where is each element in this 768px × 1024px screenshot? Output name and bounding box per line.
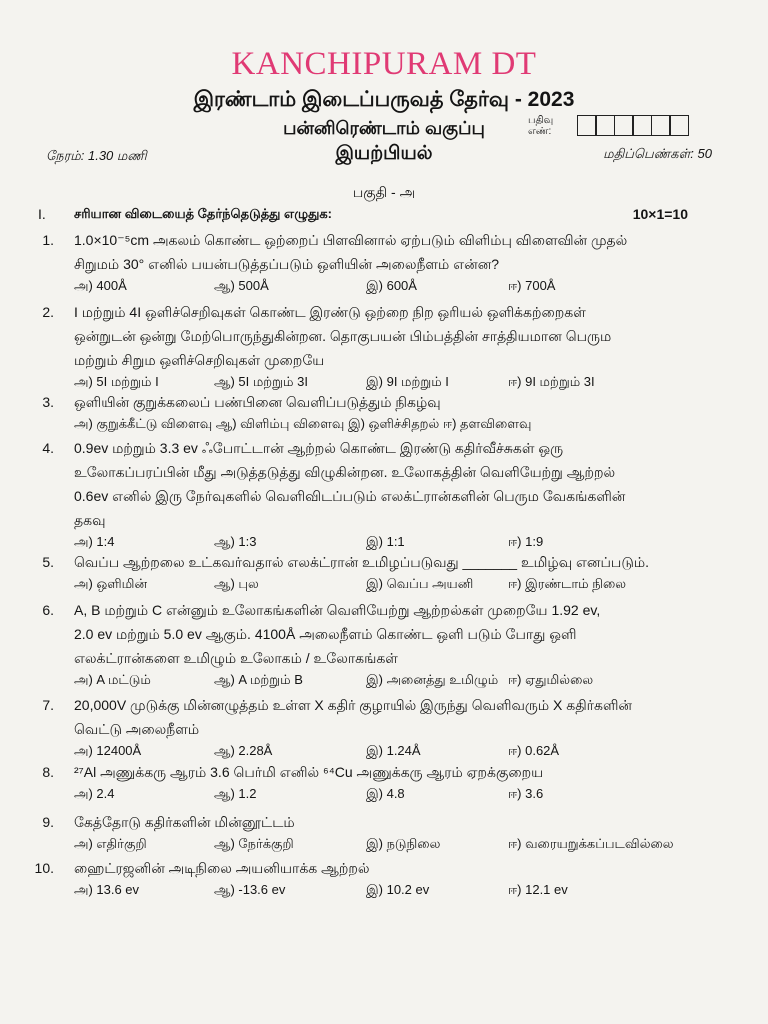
section-title: பகுதி - அ: [352, 184, 416, 200]
district-title: KANCHIPURAM DT: [231, 46, 537, 82]
section-marks: 10×1=10: [632, 206, 688, 222]
question-number: 9.: [42, 814, 54, 830]
question-number: 7.: [42, 697, 54, 713]
answer-option: அ) 12400Å: [74, 743, 142, 758]
question-number: 1.: [42, 232, 54, 248]
question-number: 5.: [42, 554, 54, 570]
answer-option: ஆ) 1.2: [214, 786, 257, 801]
question-text-line: ஒளியின் குறுக்கலைப் பண்பினை வெளிப்படுத்தும் நிகழ்வு: [74, 394, 441, 410]
total-marks-label: மதிப்பெண்கள்: 50: [603, 146, 712, 161]
question-text-line: 2.0 ev மற்றும் 5.0 ev ஆகும். 4100Å அலைநீளம் கொண்ட ஒளி படும் போது ஒளி: [74, 626, 577, 642]
answer-option: ஈ) 1:9: [508, 534, 544, 549]
question-number: 10.: [34, 860, 54, 876]
answer-option: இ) 600Å: [366, 278, 417, 293]
answer-option: ஈ) இரண்டாம் நிலை: [508, 576, 627, 591]
register-label-line1: பதிவு: [528, 115, 554, 126]
instruction-number: I.: [38, 206, 46, 222]
answer-option: அ) A மட்டும்: [74, 672, 151, 687]
register-number-label: [528, 115, 570, 137]
answer-option: இ) 1:1: [366, 534, 405, 549]
register-number-boxes[interactable]: [578, 115, 689, 136]
answer-option: ஈ) 3.6: [508, 786, 544, 801]
question-text-line: மற்றும் சிறும ஒளிச்செறிவுகள் முறையே: [74, 352, 325, 368]
answer-option: இ) 1.24Å: [366, 743, 421, 758]
answer-option: ஈ) 0.62Å: [508, 743, 560, 758]
register-box[interactable]: [651, 115, 671, 136]
register-box[interactable]: [595, 115, 615, 136]
question-text-line: சிறுமம் 30° எனில் பயன்படுத்தப்படும் ஒளியின் அலைநீளம் என்ன?: [74, 256, 500, 272]
question-text-line: வெப்ப ஆற்றலை உட்கவர்வதால் எலக்ட்ரான் உமிழப்படுவது _______ உமிழ்வு எனப்படும்.: [74, 554, 649, 570]
question-text-line: தகவு: [74, 512, 106, 528]
question-number: 3.: [42, 394, 54, 410]
answer-option: ஆ) 500Å: [214, 278, 269, 293]
answer-option: ஈ) 700Å: [508, 278, 556, 293]
question-text-line: ஒன்றுடன் ஒன்று மேற்பொருந்துகின்றன. தொகுபயன் பிம்பத்தின் சாத்தியமான பெரும: [74, 328, 612, 344]
answer-option: ஈ) வரையறுக்கப்படவில்லை: [508, 836, 674, 851]
answer-option: இ) 9I மற்றும் I: [366, 374, 449, 389]
class-label: பன்னிரெண்டாம் வகுப்பு: [283, 118, 485, 138]
answer-option: ஆ) 1:3: [214, 534, 257, 549]
answer-option: அ) 2.4: [74, 786, 115, 801]
answer-option: இ) அனைத்து உமிழும்: [366, 672, 499, 687]
time-label: நேரம்: 1.30 மணி: [46, 148, 147, 163]
answer-option: அ) 13.6 ev: [74, 882, 140, 897]
register-box[interactable]: [632, 115, 652, 136]
answer-option: அ) எதிர்குறி: [74, 836, 147, 851]
subject-label: இயற்பியல்: [335, 143, 433, 164]
answer-option: இ) 10.2 ev: [366, 882, 430, 897]
question-text-line: ஹைட்ரஜனின் அடிநிலை அயனியாக்க ஆற்றல்: [74, 860, 370, 876]
question-number: 2.: [42, 304, 54, 320]
answer-option: ஈ) ஏதுமில்லை: [508, 672, 594, 687]
answer-option: அ) ஒளிமின்: [74, 576, 148, 591]
question-text-line: 1.0×10⁻⁵cm அகலம் கொண்ட ஒற்றைப் பிளவினால் ஏற்படும் விளிம்பு விளைவின் முதல்: [74, 232, 628, 248]
answer-option: ஈ) 9I மற்றும் 3I: [508, 374, 595, 389]
question-text-line: கேத்தோடு கதிர்களின் மின்னூட்டம்: [74, 814, 295, 830]
answer-option: அ) 1:4: [74, 534, 115, 549]
question-text-line: ²⁷Al அணுக்கரு ஆரம் 3.6 பெர்மி எனில் ⁶⁴Cu அணுக்கரு ஆரம் ஏறக்குறைய: [74, 764, 544, 780]
question-text-line: I மற்றும் 4I ஒளிச்செறிவுகள் கொண்ட இரண்டு ஒற்றை நிற ஒரியல் ஒளிக்கற்றைகள்: [74, 304, 586, 320]
question-number: 4.: [42, 440, 54, 456]
question-number: 6.: [42, 602, 54, 618]
answer-option: ஆ) -13.6 ev: [214, 882, 286, 897]
answer-option: அ) 400Å: [74, 278, 127, 293]
question-text-line: A, B மற்றும் C என்னும் உலோகங்களின் வெளியேற்று ஆற்றல்கள் முறையே 1.92 ev,: [74, 602, 601, 618]
exam-title: இரண்டாம் இடைப்பருவத் தேர்வு - 2023: [193, 88, 575, 111]
question-text-line: 0.9ev மற்றும் 3.3 ev ஃபோட்டான் ஆற்றல் கொண்ட இரண்டு கதிர்வீச்சுகள் ஒரு: [74, 440, 564, 456]
answer-option: ஈ) 12.1 ev: [508, 882, 568, 897]
question-text-line: 0.6ev எனில் இரு நேர்வுகளில் வெளிவிடப்படும் எலக்ட்ரான்களின் பெரும வேகங்களின்: [74, 488, 626, 504]
answer-option: இ) 4.8: [366, 786, 405, 801]
answer-option: அ) குறுக்கீட்டு விளைவு ஆ) விளிம்பு விளைவு இ) ஒளிச்சிதறல் ஈ) தளவிளைவு: [74, 416, 532, 431]
instruction-text: சரியான விடையைத் தேர்ந்தெடுத்து எழுதுக:: [74, 206, 333, 221]
register-box[interactable]: [669, 115, 689, 136]
answer-option: ஆ) புல: [214, 576, 259, 591]
answer-option: இ) வெப்ப அயனி: [366, 576, 474, 591]
register-box[interactable]: [577, 115, 597, 136]
question-text-line: எலக்ட்ரான்களை உமிழும் உலோகம் / உலோகங்கள்: [74, 650, 398, 666]
answer-option: ஆ) நேர்க்குறி: [214, 836, 294, 851]
answer-option: ஆ) 2.28Å: [214, 743, 273, 758]
register-box[interactable]: [614, 115, 634, 136]
answer-option: அ) 5I மற்றும் I: [74, 374, 159, 389]
question-text-line: 20,000V முடுக்கு மின்னழுத்தம் உள்ள X கதிர் குழாயில் இருந்து வெளிவரும் X கதிர்களின்: [74, 697, 632, 713]
register-label-line2: எண்:: [528, 126, 552, 137]
question-number: 8.: [42, 764, 54, 780]
answer-option: ஆ) A மற்றும் B: [214, 672, 303, 687]
answer-option: ஆ) 5I மற்றும் 3I: [214, 374, 308, 389]
question-text-line: உலோகப்பரப்பின் மீது அடுத்தடுத்து விழுகின்றன. உலோகத்தின் வெளியேற்று ஆற்றல்: [74, 464, 616, 480]
question-text-line: வெட்டு அலைநீளம்: [74, 721, 200, 737]
answer-option: இ) நடுநிலை: [366, 836, 441, 851]
